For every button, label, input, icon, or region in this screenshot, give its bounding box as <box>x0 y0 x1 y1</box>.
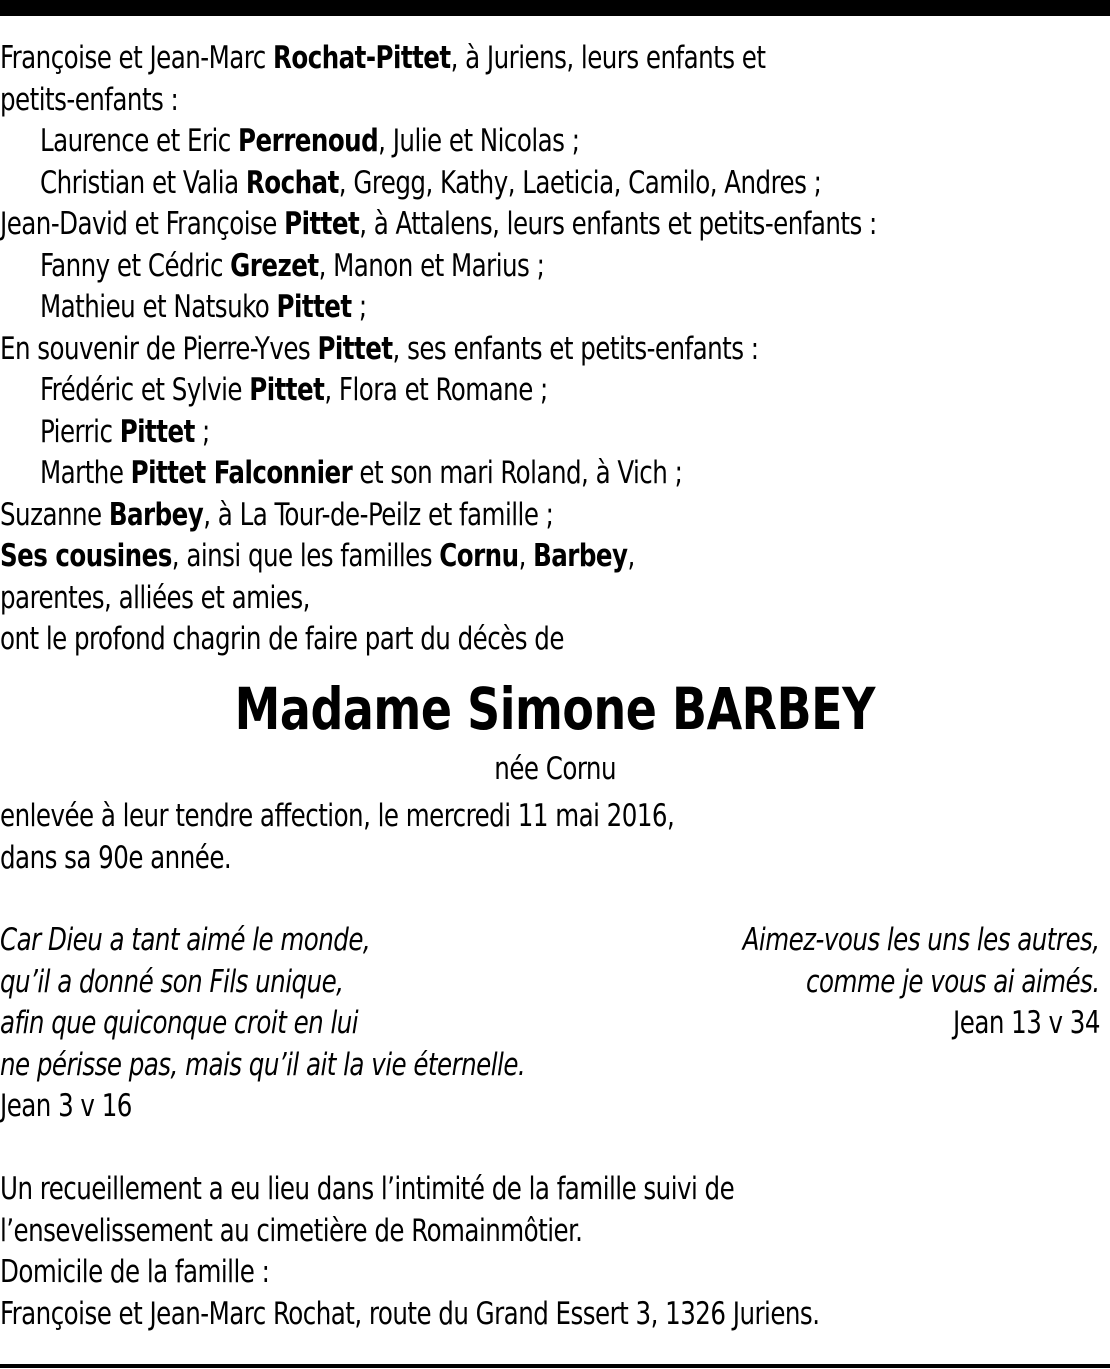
text: En souvenir de Pierre-Yves <box>0 330 318 367</box>
death-line-1 <box>0 796 1110 838</box>
death-line-2 <box>0 838 1110 880</box>
spacer <box>0 879 1110 920</box>
text: , <box>518 538 534 574</box>
text: Laurence et Eric <box>40 123 239 159</box>
maiden-name <box>0 749 1110 791</box>
bottom-rule <box>0 1364 1110 1368</box>
surname: Pittet <box>317 330 393 367</box>
family-line-12 <box>0 495 1110 537</box>
text: Françoise et Jean-Marc <box>0 40 273 76</box>
surname: Pittet <box>249 372 325 408</box>
text: afin que quiconque croit en lui <box>0 1005 359 1041</box>
text: Car Dieu a tant aimé le monde, <box>0 922 371 958</box>
maiden-name-text: née Cornu <box>494 750 616 787</box>
family-line-4 <box>0 163 1110 205</box>
surname: Pittet <box>119 413 195 450</box>
family-line-11 <box>0 453 1110 495</box>
text: parentes, alliées et amies, <box>0 579 310 616</box>
text: qu’il a donné son Fils unique, <box>0 963 344 1000</box>
family-line-13 <box>0 536 1110 578</box>
text: Aimez-vous les uns les autres, <box>743 922 1100 958</box>
text: , <box>627 538 635 574</box>
text: Suzanne <box>0 496 109 533</box>
verse-line <box>0 920 597 962</box>
verse-reference <box>694 1003 1100 1045</box>
top-rule <box>0 0 1110 16</box>
spacer <box>0 1128 1110 1169</box>
text: Frédéric et Sylvie <box>40 372 250 408</box>
text: enlevée à leur tendre affection, le mercredi 11 mai 2016, <box>0 798 675 834</box>
surname: Rochat <box>245 164 339 201</box>
surname: Perrenoud <box>238 123 379 159</box>
text: , ses enfants et petits-enfants : <box>392 330 759 367</box>
ceremony-line-1 <box>0 1169 1110 1211</box>
verse-right <box>694 920 1100 1045</box>
family-line-3 <box>0 121 1110 163</box>
deceased-name-text: Madame Simone BARBEY <box>234 674 876 743</box>
text: Mathieu et Natsuko <box>40 289 277 325</box>
surname: Barbey <box>533 538 628 574</box>
text: , à Juriens, leurs enfants et <box>450 40 766 76</box>
text: Jean 13 v 34 <box>953 1005 1100 1041</box>
family-line-7 <box>0 287 1110 329</box>
surname: Pittet Falconnier <box>130 455 353 491</box>
text: , Manon et Marius ; <box>318 247 545 284</box>
surname: Ses cousines <box>0 538 172 574</box>
text: ont le profond chagrin de faire part du décès de <box>0 621 564 657</box>
verse-left <box>0 920 597 1128</box>
text: ne périsse pas, mais qu’il ait la vie éternelle. <box>0 1046 526 1083</box>
text: , Julie et Nicolas ; <box>378 123 580 159</box>
surname: Pittet <box>276 289 352 325</box>
verse-line <box>694 920 1100 962</box>
family-line-15 <box>0 619 1110 661</box>
surname: Cornu <box>439 538 519 574</box>
text: Jean 3 v 16 <box>0 1088 132 1124</box>
text: Fanny et Cédric <box>40 247 231 284</box>
text: , ainsi que les familles <box>171 538 440 574</box>
text: Christian et Valia <box>40 164 246 201</box>
family-line-5 <box>0 204 1110 246</box>
text: , à La Tour-de-Peilz et famille ; <box>203 496 554 533</box>
family-line-1 <box>0 38 1110 80</box>
family-line-6 <box>0 246 1110 288</box>
text: ; <box>351 289 367 325</box>
text: , Gregg, Kathy, Laeticia, Camilo, Andres ; <box>338 164 822 201</box>
family-line-14 <box>0 578 1110 620</box>
family-line-9 <box>0 370 1110 412</box>
text: ; <box>194 413 210 450</box>
text: petits-enfants : <box>0 81 179 118</box>
ceremony-line-3 <box>0 1252 1110 1294</box>
text: dans sa 90e année. <box>0 839 232 876</box>
text: Domicile de la famille : <box>0 1254 270 1290</box>
obituary-notice <box>0 38 1110 1335</box>
text: Jean-David et Françoise <box>0 206 285 242</box>
text: Françoise et Jean-Marc Rochat, route du Grand Essert 3, 1326 Juriens. <box>0 1295 820 1332</box>
verse-line <box>0 1003 597 1045</box>
text: Un recueillement a eu lieu dans l’intimité de la famille suivi de <box>0 1171 735 1207</box>
surname: Rochat-Pittet <box>272 40 451 76</box>
text: Pierric <box>40 413 120 450</box>
text: , Flora et Romane ; <box>324 372 548 408</box>
family-line-2 <box>0 80 1110 122</box>
family-line-8 <box>0 329 1110 371</box>
ceremony-line-2 <box>0 1211 1110 1253</box>
text: l’ensevelissement au cimetière de Romainmôtier. <box>0 1212 583 1249</box>
text: , à Attalens, leurs enfants et petits-enfants : <box>359 206 877 242</box>
text: Marthe <box>40 455 131 491</box>
surname: Pittet <box>284 206 360 242</box>
verse-line <box>0 1045 597 1087</box>
text: et son mari Roland, à Vich ; <box>352 455 683 491</box>
surname: Grezet <box>230 247 319 284</box>
text: comme je vous ai aimés. <box>806 963 1100 1000</box>
deceased-name <box>0 669 1110 749</box>
bible-verses <box>0 920 1110 1128</box>
family-line-10 <box>0 412 1110 454</box>
verse-reference <box>0 1086 597 1128</box>
ceremony-line-4 <box>0 1294 1110 1336</box>
verse-line <box>0 962 597 1004</box>
verse-line <box>694 962 1100 1004</box>
surname: Barbey <box>108 496 204 533</box>
